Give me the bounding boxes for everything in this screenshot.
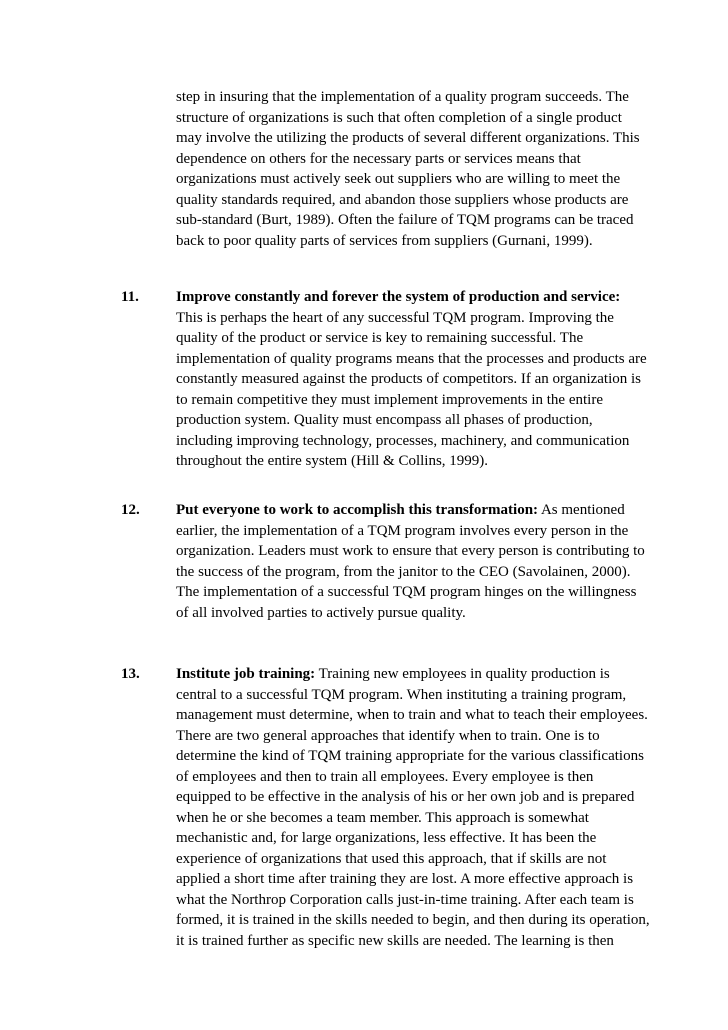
text-line: implementation of quality programs means that the processes and products are — [176, 350, 647, 367]
item-number: 13. — [121, 666, 140, 682]
text-line: mechanistic and, for large organizations, less effective. It has been the — [176, 830, 597, 846]
text-line: formed, it is trained in the skills needed to begin, and then during its operation, — [176, 912, 650, 928]
text-line: experience of organizations that used this approach, that if skills are not — [176, 850, 607, 867]
item-number: 11. — [121, 289, 139, 305]
text-line: quality standards required, and abandon those suppliers whose products are — [176, 191, 629, 208]
text-line: central to a successful TQM program. When instituting a training program, — [176, 686, 627, 703]
item-heading-rest: Training new employees in quality production is — [315, 666, 610, 682]
text-line: organization. Leaders must work to ensure that every person is contributing to — [176, 543, 645, 559]
text-line: production system. Quality must encompass all phases of production, — [176, 412, 593, 428]
text-line: earlier, the implementation of a TQM program involves every person in the — [176, 522, 629, 539]
text-line: step in insuring that the implementation of a quality program succeeds. The — [176, 89, 629, 105]
text-line: of all involved parties to actively pursue quality. — [176, 604, 466, 621]
text-line: dependence on others for the necessary parts or services means that — [176, 150, 581, 167]
item-heading: Put everyone to work to accomplish this transformation: — [176, 502, 539, 518]
text-line: back to poor quality parts of services from suppliers (Gurnani, 1999). — [176, 232, 593, 249]
item-heading-rest: As mentioned — [538, 502, 625, 518]
item-heading: Improve constantly and forever the system of production and service: — [176, 289, 621, 305]
text-line: management must determine, when to train and what to teach their employees. — [176, 707, 648, 723]
text-line: may involve the utilizing the products of several different organizations. This — [176, 130, 640, 146]
text-line: throughout the entire system (Hill & Collins, 1999). — [176, 453, 489, 469]
item-number: 12. — [121, 502, 140, 518]
text-line: applied a short time after training they are lost. A more effective approach is — [176, 871, 634, 887]
text-line: what the Northrop Corporation calls just-in-time training. After each team is — [176, 891, 634, 908]
text-line: structure of organizations is such that often completion of a single product — [176, 109, 622, 126]
text-line: it is trained further as specific new skills are needed. The learning is then — [176, 932, 614, 949]
text-line: quality of the product or service is key to remaining successful. The — [176, 330, 584, 346]
text-line: when he or she becomes a team member. This approach is somewhat — [176, 809, 589, 826]
text-line: determine the kind of TQM training appropriate for the various classifications — [176, 748, 644, 764]
text-line: including improving technology, processes, machinery, and communication — [176, 432, 630, 449]
text-line: sub-standard (Burt, 1989). Often the failure of TQM programs can be traced — [176, 212, 634, 228]
item-heading: Institute job training: — [176, 666, 316, 682]
text-line: the success of the program, from the janitor to the CEO (Savolainen, 2000). — [176, 563, 631, 580]
text-line: equipped to be effective in the analysis of his or her own job and is prepared — [176, 789, 635, 805]
text-line: to remain competitive they must implement improvements in the entire — [176, 391, 603, 408]
text-line: The implementation of a successful TQM program hinges on the willingness — [176, 584, 637, 600]
text-line: organizations must actively seek out suppliers who are willing to meet the — [176, 171, 621, 187]
text-line: constantly measured against the products of competitors. If an organization is — [176, 371, 642, 387]
text-line: There are two general approaches that identify when to train. One is to — [176, 727, 600, 744]
text-line: This is perhaps the heart of any successful TQM program. Improving the — [176, 309, 614, 326]
text-line: of employees and then to train all employees. Every employee is then — [176, 768, 594, 785]
